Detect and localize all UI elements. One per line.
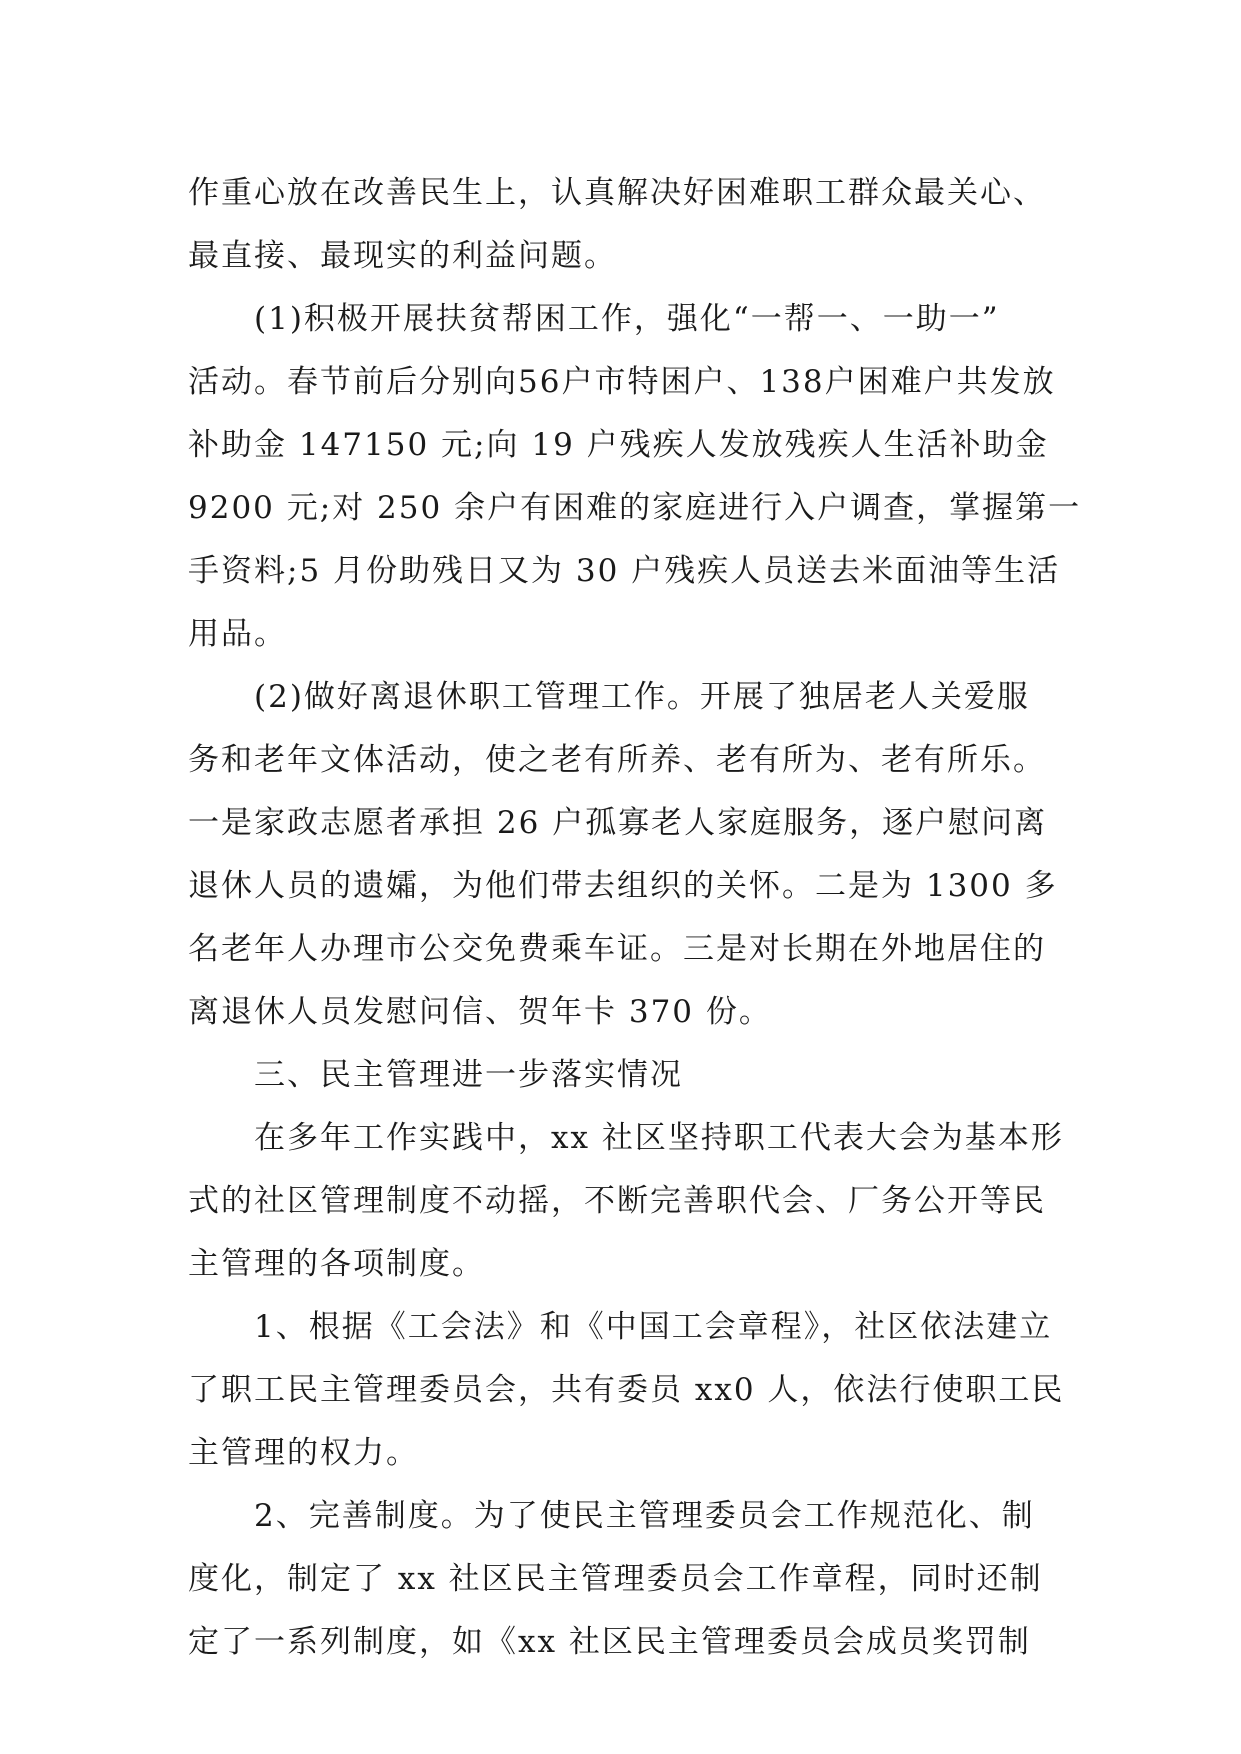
text-line: 式的社区管理制度不动摇，不断完善职代会、厂务公开等民 — [188, 1183, 1046, 1219]
text-line: 三、民主管理进一步落实情况 — [254, 1057, 683, 1093]
text-line: 度化，制定了 xx 社区民主管理委员会工作章程，同时还制 — [188, 1561, 1043, 1597]
text-line: 在多年工作实践中，xx 社区坚持职工代表大会为基本形 — [254, 1120, 1064, 1156]
text-line: 离退休人员发慰问信、贺年卡 370 份。 — [188, 994, 772, 1030]
text-line: 用品。 — [188, 616, 287, 652]
text-line: (2)做好离退休职工管理工作。开展了独居老人关爱服 — [254, 679, 1030, 715]
text-line: 主管理的各项制度。 — [188, 1246, 485, 1282]
text-line: 主管理的权力。 — [188, 1435, 419, 1471]
text-line: 了职工民主管理委员会，共有委员 xx0 人，依法行使职工民 — [188, 1372, 1065, 1408]
text-line: 务和老年文体活动，使之老有所养、老有所为、老有所乐。 — [188, 742, 1046, 778]
text-line: 作重心放在改善民生上，认真解决好困难职工群众最关心、 — [188, 175, 1046, 211]
text-line: 定了一系列制度，如《xx 社区民主管理委员会成员奖罚制 — [188, 1624, 1031, 1660]
text-line: 2、完善制度。为了使民主管理委员会工作规范化、制 — [254, 1498, 1035, 1534]
text-line: 退休人员的遗孀，为他们带去组织的关怀。二是为 1300 多 — [188, 868, 1058, 904]
text-line: 名老年人办理市公交免费乘车证。三是对长期在外地居住的 — [188, 931, 1046, 967]
text-line: (1)积极开展扶贫帮困工作，强化“一帮一、一助一” — [254, 301, 1000, 337]
text-line: 活动。春节前后分别向56户市特困户、138户困难户共发放 — [188, 364, 1056, 400]
text-line: 最直接、最现实的利益问题。 — [188, 238, 617, 274]
text-line: 补助金 147150 元;向 19 户残疾人发放残疾人生活补助金 — [188, 427, 1049, 463]
text-line: 1、根据《工会法》和《中国工会章程》，社区依法建立 — [254, 1309, 1053, 1345]
text-line: 一是家政志愿者承担 26 户孤寡老人家庭服务，逐户慰问离 — [188, 805, 1048, 841]
text-line: 9200 元;对 250 余户有困难的家庭进行入户调查，掌握第一 — [188, 490, 1082, 526]
text-line: 手资料;5 月份助残日又为 30 户残疾人员送去米面油等生活 — [188, 553, 1061, 589]
document-body — [188, 162, 1082, 1674]
